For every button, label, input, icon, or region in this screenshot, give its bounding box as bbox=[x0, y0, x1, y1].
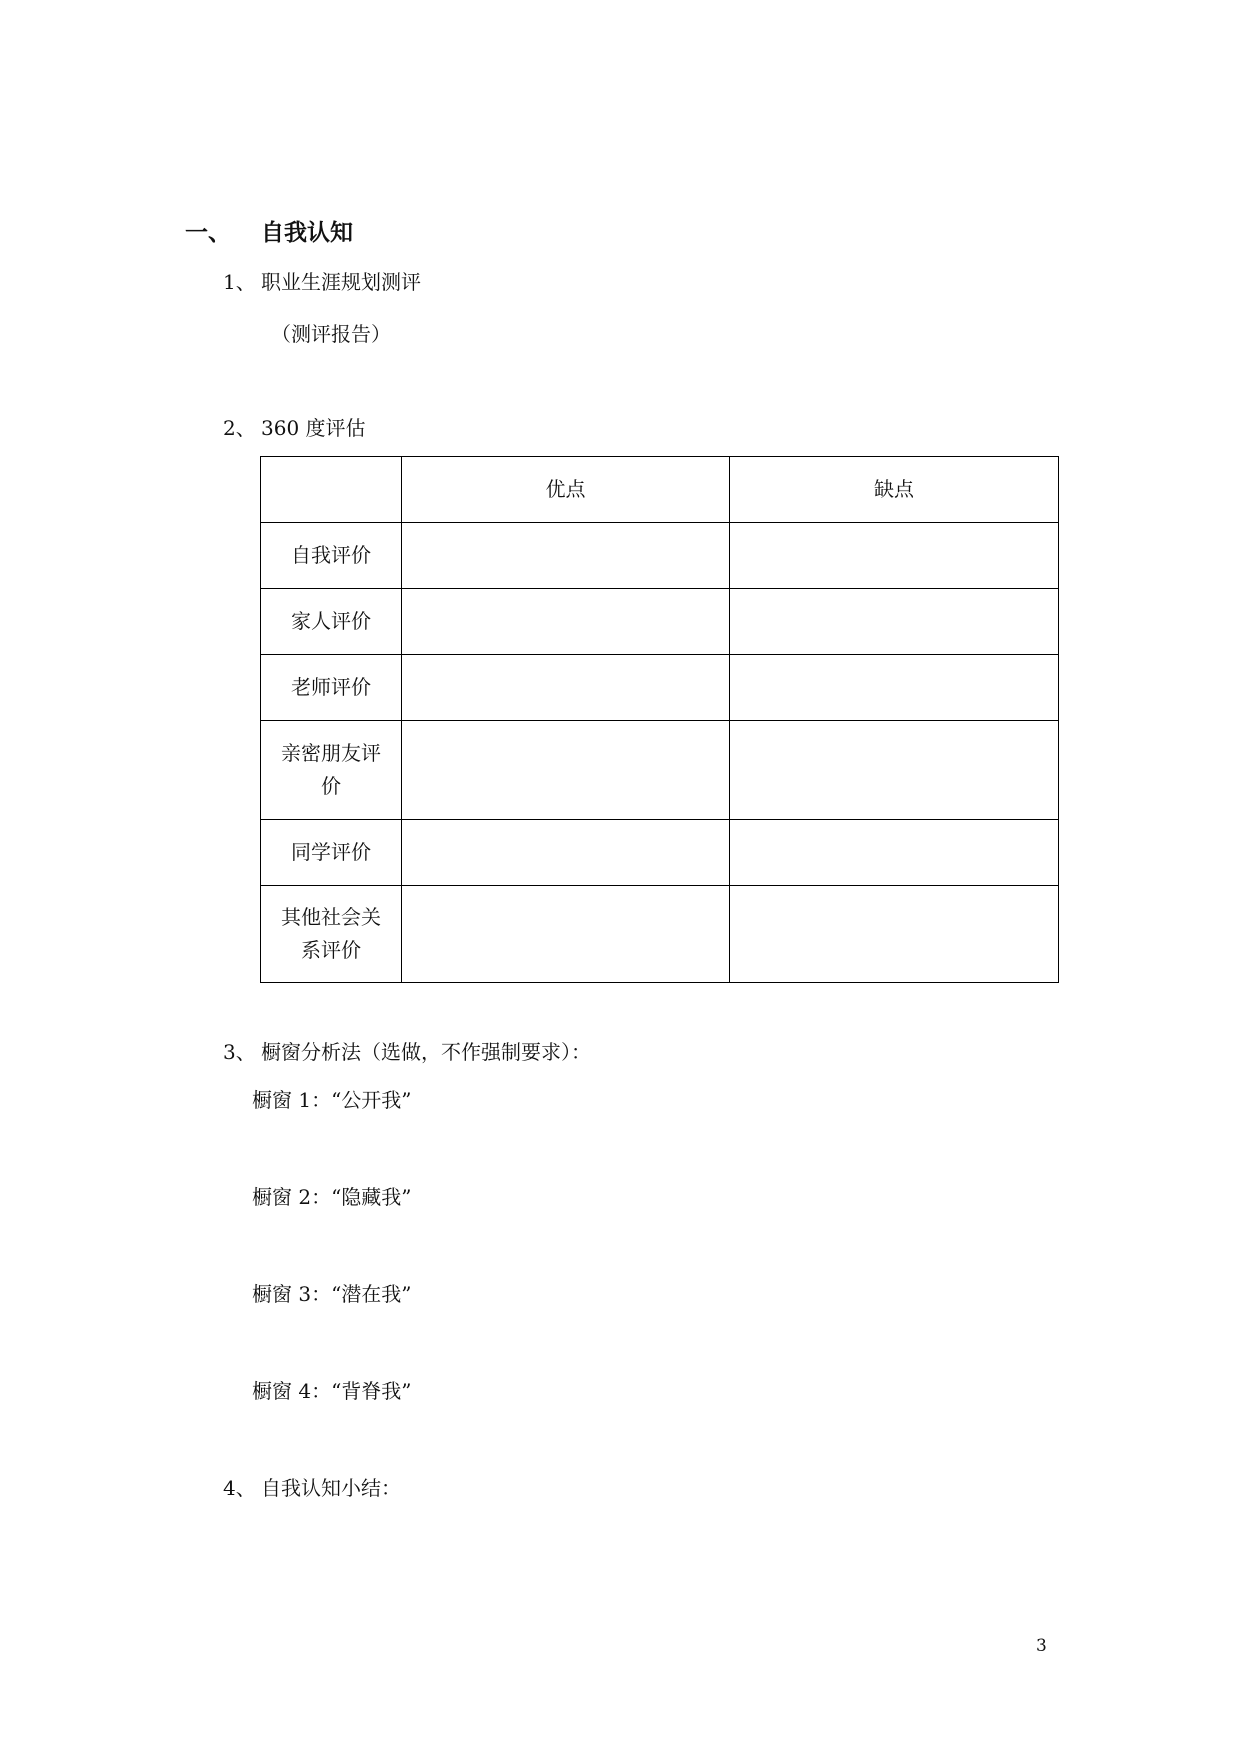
table-row bbox=[261, 589, 1059, 655]
table-row bbox=[261, 820, 1059, 886]
table-row bbox=[261, 655, 1059, 721]
row-label-line: 系评价 bbox=[301, 938, 361, 962]
row-label: 自我评价 bbox=[261, 523, 402, 589]
item-label: 自我认知小结： bbox=[261, 1476, 401, 1500]
strengths-cell[interactable] bbox=[402, 721, 730, 820]
page-number: 3 bbox=[1036, 1636, 1047, 1656]
table-row bbox=[261, 523, 1059, 589]
weaknesses-cell[interactable] bbox=[730, 721, 1059, 820]
header-cell-empty bbox=[261, 457, 402, 523]
item-window-analysis bbox=[223, 1036, 591, 1065]
header-cell-weaknesses: 缺点 bbox=[730, 457, 1059, 523]
row-label bbox=[261, 886, 402, 983]
table-row bbox=[261, 886, 1059, 983]
strengths-cell[interactable] bbox=[402, 589, 730, 655]
item-number: 4、 bbox=[223, 1476, 256, 1500]
weaknesses-cell[interactable] bbox=[730, 886, 1059, 983]
window-item-public: 橱窗 1：“公开我” bbox=[252, 1088, 412, 1112]
row-label bbox=[261, 721, 402, 820]
row-label-line: 亲密朋友评 bbox=[281, 741, 381, 765]
table-header-row bbox=[261, 457, 1059, 523]
item-number: 1、 bbox=[223, 270, 256, 294]
row-label-line: 价 bbox=[321, 774, 341, 798]
strengths-cell[interactable] bbox=[402, 655, 730, 721]
row-label: 老师评价 bbox=[261, 655, 402, 721]
item-summary bbox=[223, 1472, 401, 1501]
item-label: 橱窗分析法（选做，不作强制要求）： bbox=[261, 1040, 591, 1064]
strengths-cell[interactable] bbox=[402, 820, 730, 886]
item-number: 3、 bbox=[223, 1040, 256, 1064]
section-title: 自我认知 bbox=[261, 220, 353, 246]
window-item-blind: 橱窗 4：“背脊我” bbox=[252, 1379, 412, 1403]
strengths-cell[interactable] bbox=[402, 886, 730, 983]
item-360-assessment bbox=[223, 412, 366, 441]
report-note: （测评报告） bbox=[271, 322, 391, 346]
table-row bbox=[261, 721, 1059, 820]
row-label: 同学评价 bbox=[261, 820, 402, 886]
weaknesses-cell[interactable] bbox=[730, 820, 1059, 886]
item-label: 360 度评估 bbox=[261, 416, 366, 440]
weaknesses-cell[interactable] bbox=[730, 523, 1059, 589]
section-number: 一、 bbox=[185, 220, 231, 246]
item-career-assessment bbox=[223, 266, 421, 295]
window-item-potential: 橱窗 3：“潜在我” bbox=[252, 1282, 412, 1306]
weaknesses-cell[interactable] bbox=[730, 589, 1059, 655]
strengths-cell[interactable] bbox=[402, 523, 730, 589]
evaluation-table bbox=[260, 456, 1059, 983]
section-heading bbox=[185, 214, 353, 247]
header-cell-strengths: 优点 bbox=[402, 457, 730, 523]
window-item-hidden: 橱窗 2：“隐藏我” bbox=[252, 1185, 412, 1209]
item-number: 2、 bbox=[223, 416, 256, 440]
row-label-line: 其他社会关 bbox=[281, 905, 381, 929]
item-label: 职业生涯规划测评 bbox=[261, 270, 421, 294]
weaknesses-cell[interactable] bbox=[730, 655, 1059, 721]
row-label: 家人评价 bbox=[261, 589, 402, 655]
